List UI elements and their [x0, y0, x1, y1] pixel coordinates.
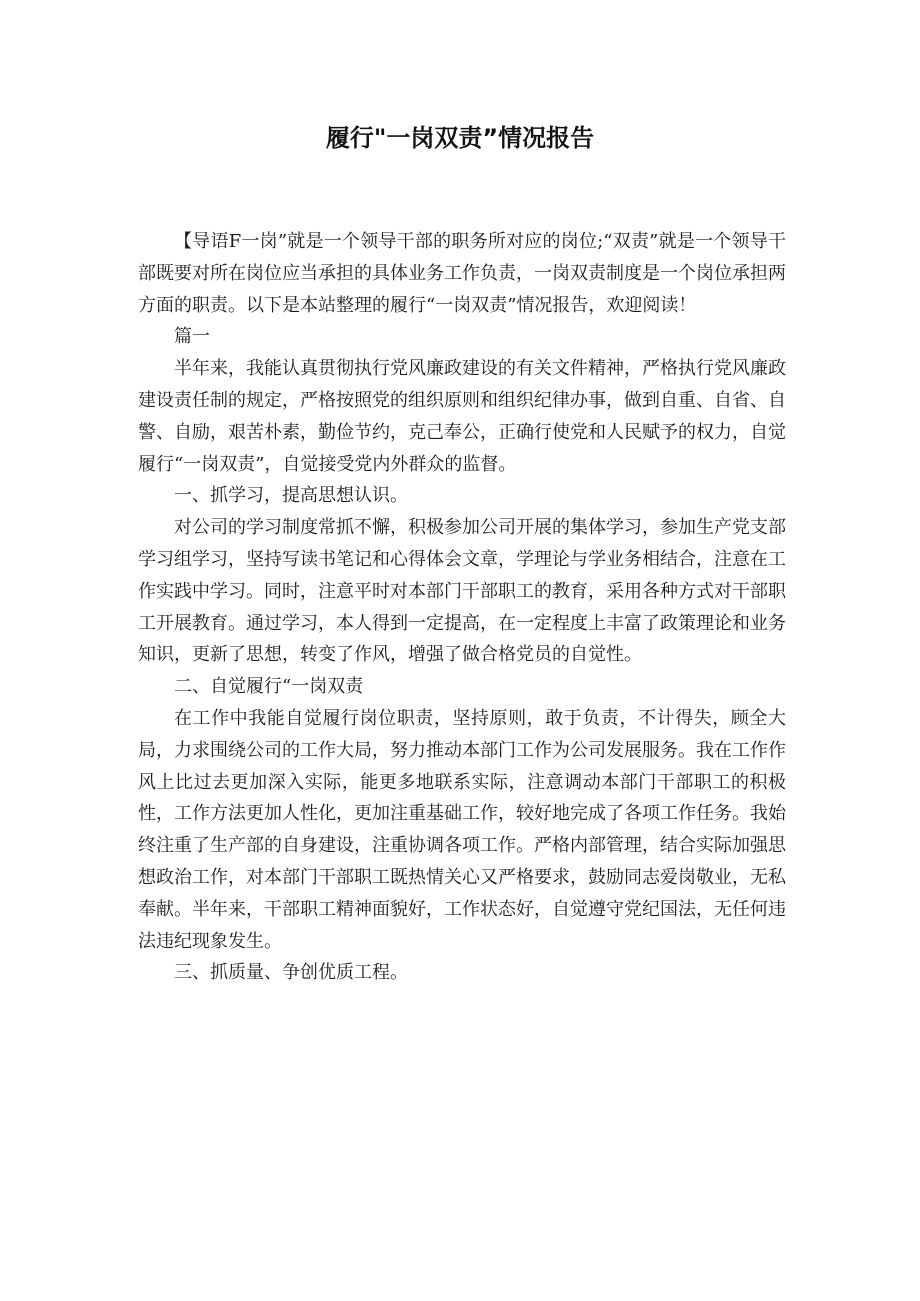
summary-paragraph: 半年来，我能认真贯彻执行党风廉政建设的有关文件精神，严格执行党风廉政建设责任制的规定，严格按照党的组织原则和组织纪律办事，做到自重、自省、自警、自励，艰苦朴素，勤俭节约，克己奉公，正确行使党和人民赋予的权力，自觉履行“一岗双责”，自觉接受党内外群众的监督。	[138, 358, 786, 475]
section-label-part-one: 篇一	[174, 326, 210, 348]
section-heading-1: 一、抓学习，提高思想认识。	[174, 485, 408, 507]
document-body	[138, 226, 786, 989]
section-heading-2: 二、自觉履行“一岗双责	[174, 676, 364, 698]
document-title: 履行"一岗双责”情况报告	[325, 124, 595, 152]
section-heading-3: 三、抓质量、争创优质工程。	[174, 962, 408, 984]
duty-paragraph: 在工作中我能自觉履行岗位职责，坚持原则，敢于负责，不计得失，顾全大局，力求围绕公司的工作大局，努力推动本部门工作为公司发展服务。我在工作作风上比过去更加深入实际，能更多地联系实际，注意调动本部门干部职工的积极性，工作方法更加人性化，更加注重基础工作，较好地完成了各项工作任务。我始终注重了生产部的自身建设，注重协调各项工作。严格内部管理，结合实际加强思想政治工作，对本部门干部职工既热情关心又严格要求，鼓励同志爱岗敬业，无私奉献。半年来，干部职工精神面貌好，工作状态好，自觉遵守党纪国法，无任何违法违纪现象发生。	[138, 707, 786, 952]
study-paragraph: 对公司的学习制度常抓不懈，积极参加公司开展的集体学习，参加生产党支部学习组学习，坚持写读书笔记和心得体会文章，学理论与学业务相结合，注意在工作实践中学习。同时，注意平时对本部门干部职工的教育，采用各种方式对干部职工开展教育。通过学习，本人得到一定提高，在一定程度上丰富了政策理论和业务知识，更新了思想，转变了作风，增强了做合格党员的自觉性。	[138, 517, 786, 666]
intro-paragraph: 【导语F一岗”就是一个领导干部的职务所对应的岗位;“双责”就是一个领导干部既要对所在岗位应当承担的具体业务工作负责，一岗双责制度是一个岗位承担两方面的职责。以下是本站整理的履行“一岗双责”情况报告，欢迎阅读！	[138, 231, 786, 316]
